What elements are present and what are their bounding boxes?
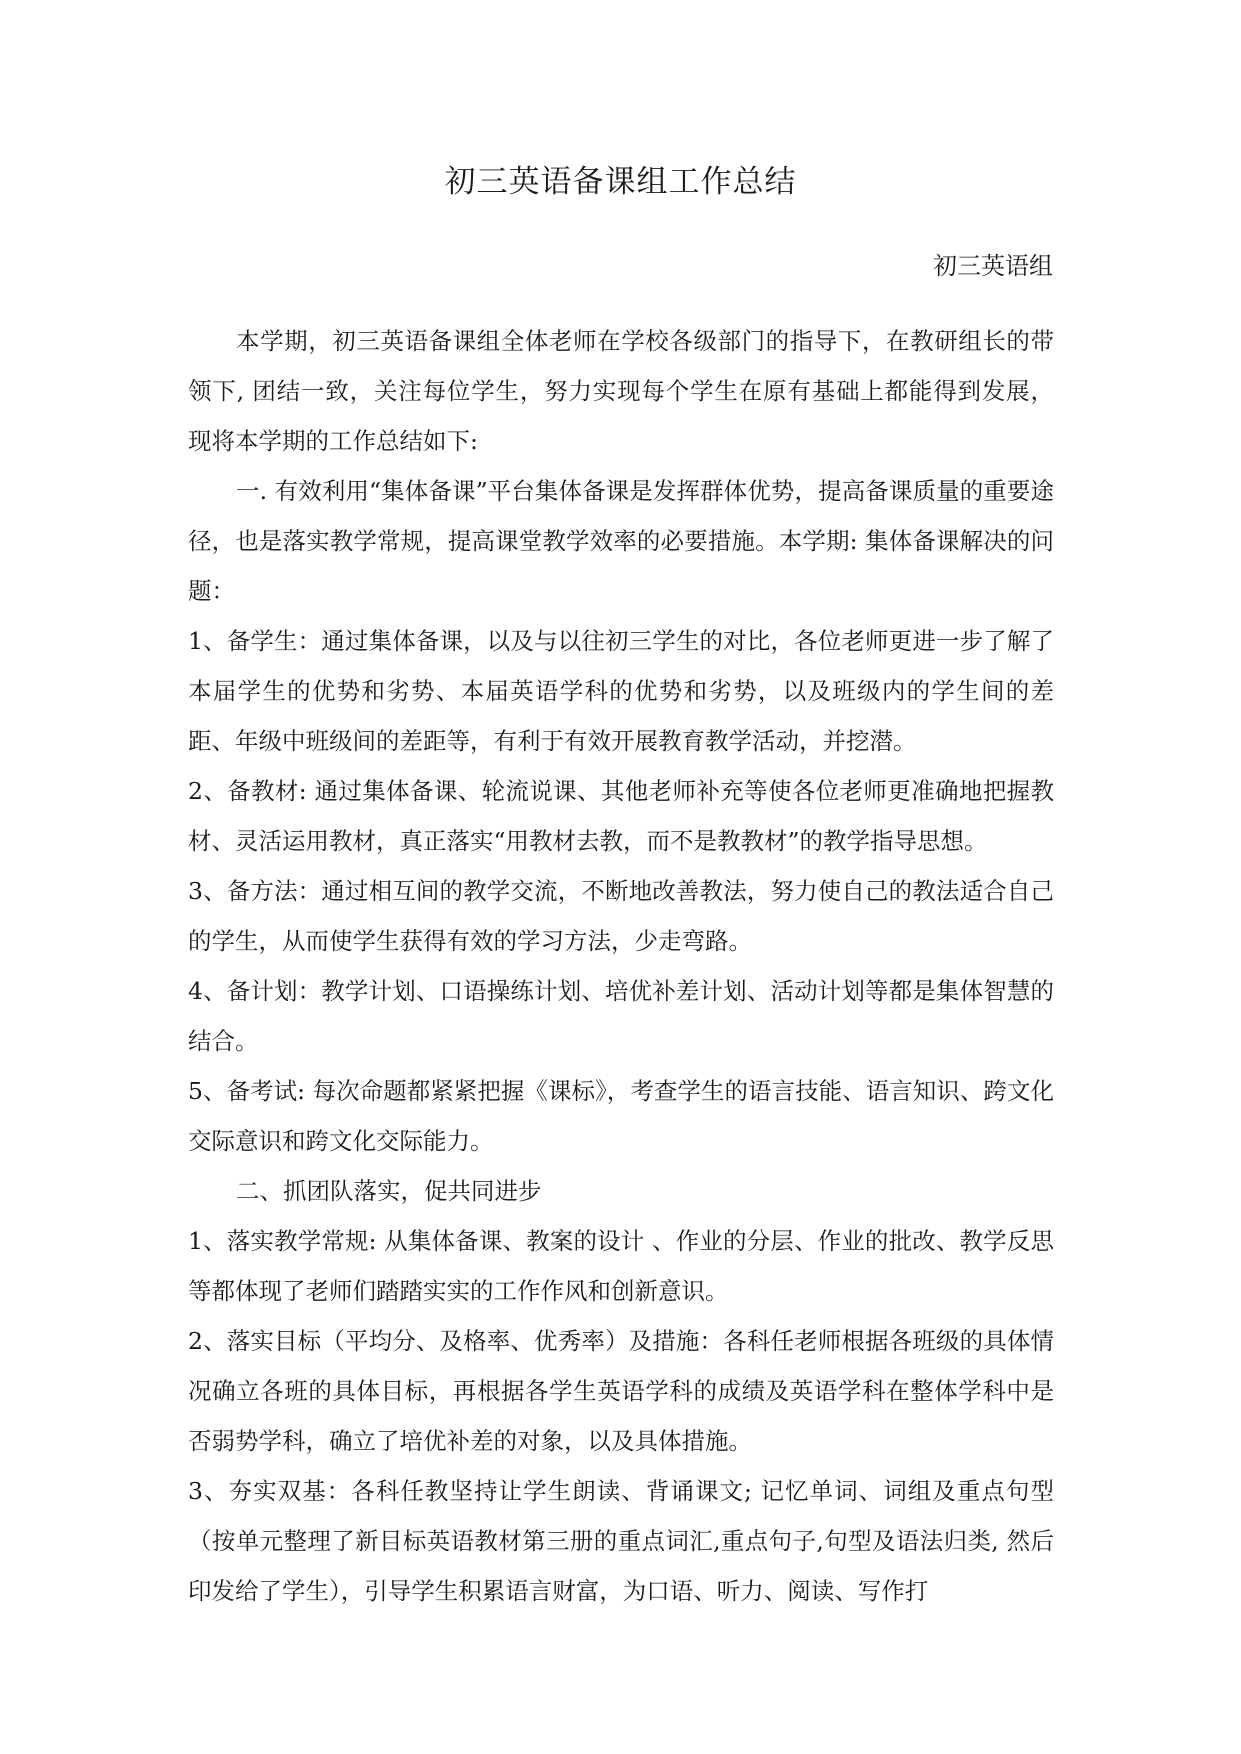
- document-author: 初三英语组: [933, 252, 1053, 280]
- list-item-prepare-plans: 4、备计划：教学计划、口语操练计划、培优补差计划、活动计划等都是集体智慧的结合。: [188, 977, 1054, 1055]
- list-item-teaching-routine: 1、落实教学常规: 从集体备课、教案的设计 、作业的分层、作业的批改、教学反思等都体现了老师们踏踏实实的工作作风和创新意识。: [188, 1227, 1054, 1305]
- list-item-prepare-materials: 2、备教材: 通过集体备课、轮流说课、其他老师补充等使各位老师更准确地把握教材、灵活运用教材，真正落实“用教材去教，而不是教教材”的教学指导思想。: [188, 777, 1054, 855]
- list-item-prepare-students: 1、备学生：通过集体备课，以及与以往初三学生的对比，各位老师更进一步了解了本届学生的优势和劣势、本届英语学科的优势和劣势，以及班级内的学生间的差距、年级中班级间的差距等，有利于有效开展教育教学活动，并挖潜。: [188, 627, 1054, 755]
- section-two-heading: 二、抓团队落实，促共同进步: [236, 1177, 542, 1205]
- list-item-prepare-methods: 3、备方法：通过相互间的教学交流，不断地改善教法，努力使自己的教法适合自己的学生，从而使学生获得有效的学习方法，少走弯路。: [188, 877, 1054, 955]
- list-item-targets-measures: 2、落实目标（平均分、及格率、优秀率）及措施：各科任老师根据各班级的具体情况确立各班的具体目标，再根据各学生英语学科的成绩及英语学科在整体学科中是否弱势学科，确立了培优补差的对象，以及具体措施。: [188, 1327, 1054, 1455]
- section-one-heading-paragraph: 一. 有效利用“集体备课”平台集体备课是发挥群体优势，提高备课质量的重要途径，也是落实教学常规，提高课堂教学效率的必要措施。本学期: 集体备课解决的问题：: [188, 477, 1054, 605]
- list-item-double-basics: 3、夯实双基：各科任教坚持让学生朗读、背诵课文; 记忆单词、词组及重点句型（按单元整理了新目标英语教材第三册的重点词汇,重点句子,句型及语法归类, 然后印发给了学生），引导学生积累语言财富，为口语、听力、阅读、写作打: [188, 1477, 1054, 1605]
- document-title: 初三英语备课组工作总结: [444, 164, 797, 200]
- document-body: [188, 316, 1054, 1616]
- list-item-prepare-exams: 5、备考试: 每次命题都紧紧把握《课标》，考查学生的语言技能、语言知识、跨文化交际意识和跨文化交际能力。: [188, 1077, 1054, 1155]
- intro-paragraph: 本学期，初三英语备课组全体老师在学校各级部门的指导下，在教研组长的带领下, 团结一致，关注每位学生，努力实现每个学生在原有基础上都能得到发展， 现将本学期的工作总结如下:: [188, 327, 1054, 455]
